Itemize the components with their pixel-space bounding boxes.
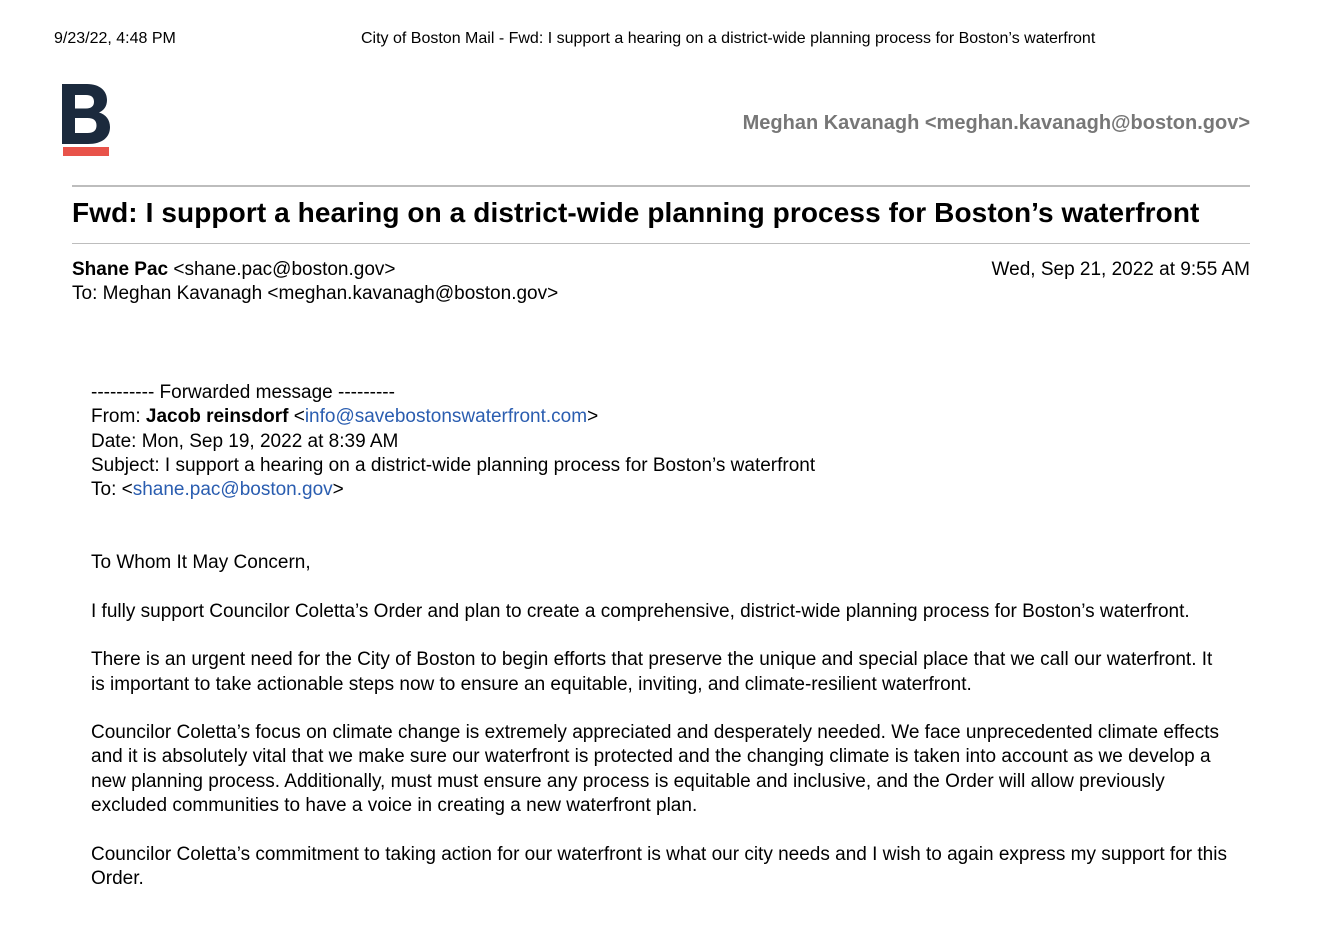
body-paragraph-4: Councilor Coletta’s commitment to taking action for our waterfront is what our city needs and I wish to again express my support for this Order.: [91, 843, 1227, 889]
body-paragraph-2: There is an urgent need for the City of Boston to begin efforts that preserve the unique and special place that we call our waterfront. It is important to take actionable steps now to ensure an equitable, inviting, and climate-resilient waterfront.: [91, 649, 1213, 695]
print-page-title: City of Boston Mail - Fwd: I support a hearing on a district-wide planning process for Boston’s waterfront: [361, 30, 1096, 47]
recipient-line: To: Meghan Kavanagh <meghan.kavanagh@boston.gov>: [72, 283, 559, 304]
greeting: To Whom It May Concern,: [91, 552, 311, 574]
logo-letter-b: [62, 84, 110, 144]
from-name: Jacob reinsdorf: [145, 406, 289, 428]
body-paragraph-1: I fully support Councilor Coletta’s Order and plan to create a comprehensive, district-wide planning process for Boston’s waterfront.: [91, 600, 1190, 622]
to-close: >: [332, 479, 344, 501]
print-date: 9/23/22, 4:48 PM: [54, 30, 176, 47]
to-email-link[interactable]: shane.pac@boston.gov: [132, 479, 333, 501]
city-of-boston-logo: [62, 84, 110, 158]
sender-name: Shane Pac: [72, 259, 169, 280]
forwarded-header: [91, 381, 1231, 502]
email-subject: Fwd: I support a hearing on a district-wide planning process for Boston’s waterfront: [72, 197, 1200, 228]
forwarded-from: [91, 405, 1231, 429]
account-identity: Meghan Kavanagh <meghan.kavanagh@boston.gov>: [742, 112, 1250, 134]
from-open: <: [288, 406, 305, 428]
sender-email: <shane.pac@boston.gov>: [173, 259, 396, 280]
subject-divider: [72, 243, 1250, 244]
from-label: From:: [91, 406, 146, 428]
sent-date: Wed, Sep 21, 2022 at 9:55 AM: [991, 259, 1250, 280]
message-body: [91, 381, 1231, 916]
body-paragraph-3: Councilor Coletta’s focus on climate change is extremely appreciated and desperately needed. We face unprecedented climate effects and it is absolutely vital that we make sure our waterfront is protected and the changing climate is taken into account as we develop a new planning process. Additionally, must must ensure any process is equitable and inclusive, and the Order will allow previously excluded communities to have a voice in creating a new waterfront plan.: [91, 722, 1219, 817]
forwarded-date: Date: Mon, Sep 19, 2022 at 8:39 AM: [91, 430, 399, 452]
header-divider: [72, 185, 1250, 187]
forwarded-subject: Subject: I support a hearing on a district-wide planning process for Boston’s waterfront: [91, 454, 816, 476]
forwarded-separator: ---------- Forwarded message ---------: [91, 382, 395, 403]
from-email-link[interactable]: info@savebostonswaterfront.com: [304, 406, 588, 428]
logo-red-bar: [63, 147, 109, 156]
forwarded-to: [91, 478, 1231, 502]
to-label: To: <: [91, 479, 133, 501]
message-header: [72, 258, 1250, 306]
from-close: >: [587, 406, 599, 428]
print-header: [54, 30, 1264, 50]
